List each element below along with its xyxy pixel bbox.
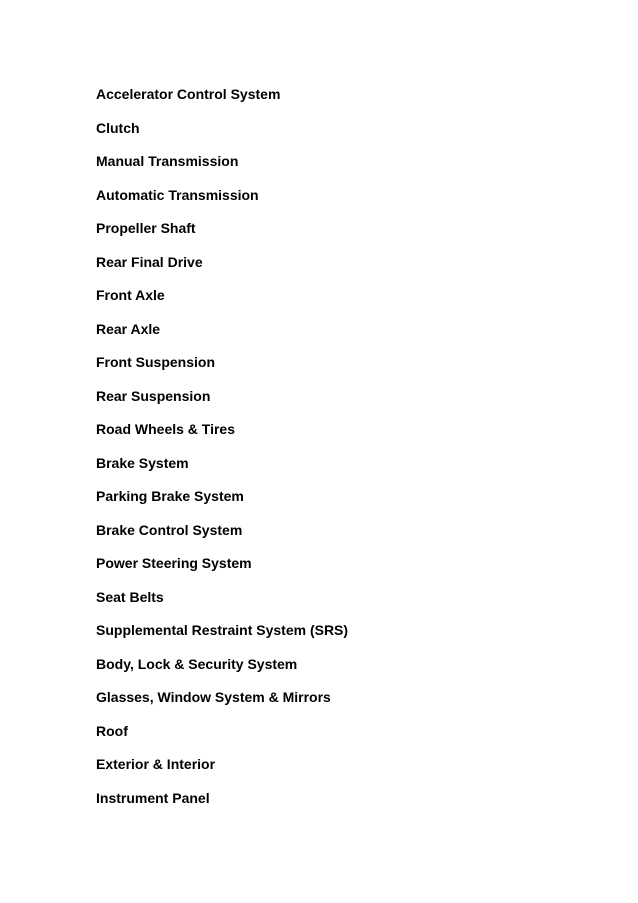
- list-item: Brake System: [96, 454, 189, 471]
- list-item: Front Suspension: [96, 354, 215, 370]
- list-item: Seat Belts: [96, 588, 164, 605]
- list-item: Accelerator Control System: [96, 86, 281, 102]
- list-item: Supplemental Restraint System (SRS): [96, 622, 349, 638]
- list-item: Rear Axle: [96, 320, 161, 337]
- list-item: Parking Brake System: [96, 488, 244, 504]
- list-item: Exterior & Interior: [96, 756, 216, 772]
- list-item: Propeller Shaft: [96, 220, 196, 236]
- list-item: Power Steering System: [96, 555, 252, 571]
- list-item: Glasses, Window System & Mirrors: [96, 689, 331, 705]
- list-item: Rear Final Drive: [96, 253, 203, 270]
- list-item: Roof: [96, 722, 128, 739]
- list-item: Automatic Transmission: [96, 186, 259, 203]
- list-item: Rear Suspension: [96, 387, 211, 404]
- list-item: Front Axle: [96, 287, 165, 303]
- list-item: Instrument Panel: [96, 789, 210, 806]
- list-item: Manual Transmission: [96, 153, 239, 169]
- list-item: Brake Control System: [96, 521, 243, 538]
- list-item: Body, Lock & Security System: [96, 655, 298, 672]
- list-item: Clutch: [96, 119, 140, 136]
- list-item: Road Wheels & Tires: [96, 421, 236, 437]
- section-list: [96, 85, 348, 822]
